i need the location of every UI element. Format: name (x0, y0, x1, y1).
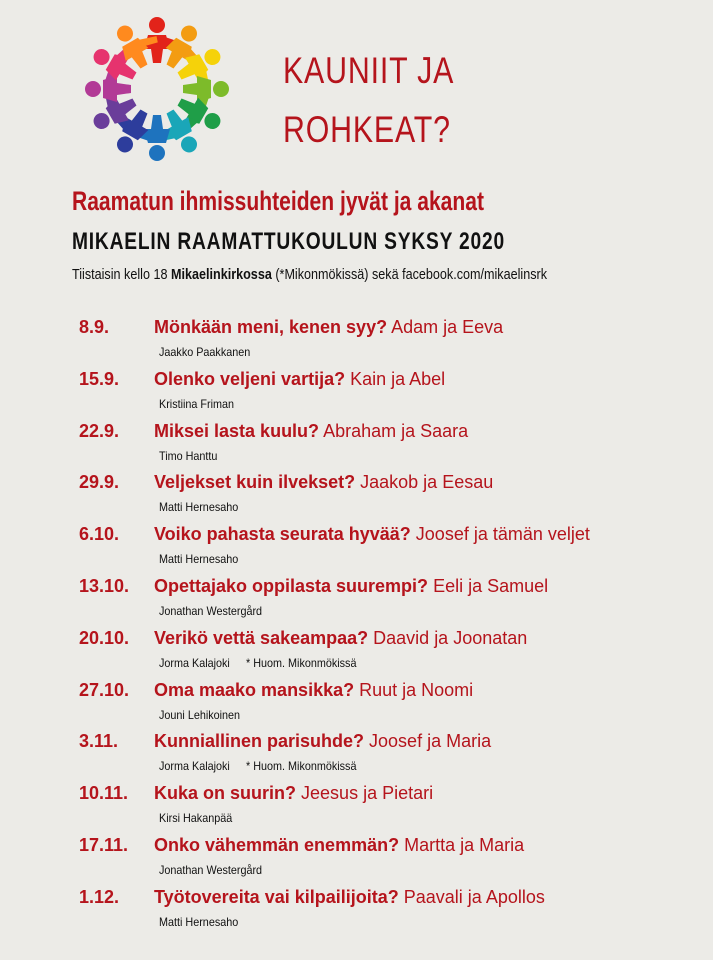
session-question: Mönkään meni, kenen syy? (154, 317, 388, 337)
session-topic (154, 835, 524, 856)
session-date: 8.9. (79, 317, 110, 337)
title-line-2: ROHKEAT? (283, 109, 451, 150)
people-circle-icon (82, 14, 232, 164)
session-people: Jeesus ja Pietari (301, 783, 434, 804)
session-question: Kunniallinen parisuhde? (154, 731, 365, 752)
session-people: Adam ja Eeva (391, 317, 504, 337)
session-speaker: Matti Hernesaho (159, 914, 239, 929)
schedule-row (0, 835, 713, 887)
session-speaker-line (159, 759, 356, 773)
schedule-row (0, 524, 713, 576)
schedule-row (0, 887, 713, 939)
session-topic (154, 369, 445, 390)
session-speaker-line (159, 708, 256, 722)
session-topic (154, 628, 527, 649)
info-suffix: (*Mikonmökissä) sekä facebook.com/mikaelinsrk (271, 266, 548, 283)
session-speaker-line (159, 863, 278, 877)
session-question: Verikö vettä sakeampaa? (154, 627, 369, 648)
session-speaker: Jonathan Westergård (159, 863, 263, 877)
session-people: Ruut ja Noomi (359, 679, 474, 700)
session-speaker-line (159, 656, 356, 670)
session-speaker: Jaakko Paakkanen (159, 345, 251, 359)
schedule-row (0, 576, 713, 628)
session-speaker: Jonathan Westergård (159, 604, 263, 618)
session-speaker-line (159, 500, 254, 514)
session-topic (154, 421, 468, 442)
session-speaker: Kirsi Hakanpää (159, 811, 233, 826)
info-line (72, 266, 547, 283)
session-date: 13.10. (79, 576, 130, 596)
session-speaker-line (159, 345, 266, 359)
session-date: 6.10. (79, 524, 120, 545)
page-heading: MIKAELIN RAAMATTUKOULUN SYKSY 2020 (72, 228, 505, 255)
session-people: Joosef ja Maria (369, 731, 492, 752)
session-people: Jaakob ja Eesau (360, 472, 494, 493)
session-question: Oma maako mansikka? (154, 679, 355, 700)
session-question: Veljekset kuin ilvekset? (154, 472, 356, 493)
session-speaker-line (159, 604, 278, 618)
session-topic (154, 576, 548, 597)
session-date: 20.10. (79, 627, 130, 648)
session-topic (154, 524, 590, 545)
session-note: * Huom. Mikonmökissä (246, 759, 357, 774)
session-date: 3.11. (79, 731, 119, 752)
session-topic (154, 887, 545, 908)
session-question: Miksei lasta kuulu? (154, 420, 320, 441)
session-topic (154, 731, 491, 752)
session-date: 1.12. (79, 886, 120, 907)
session-people: Eeli ja Samuel (433, 576, 549, 596)
session-speaker: Jorma Kalajoki (159, 759, 230, 774)
session-speaker: Matti Hernesaho (159, 552, 239, 567)
session-people: Kain ja Abel (350, 368, 446, 389)
session-date: 15.9. (79, 368, 120, 389)
session-topic (154, 472, 493, 493)
session-question: Opettajako oppilasta suurempi? (154, 576, 429, 596)
session-speaker-line (159, 397, 250, 411)
schedule-row (0, 421, 713, 473)
session-speaker: Kristiina Friman (159, 396, 235, 411)
session-speaker: Matti Hernesaho (159, 500, 239, 515)
session-question: Onko vähemmän enemmän? (154, 835, 400, 855)
schedule-row (0, 731, 713, 783)
session-speaker: Jouni Lehikoinen (159, 707, 241, 722)
schedule-row (0, 628, 713, 680)
session-date: 22.9. (79, 420, 120, 441)
schedule-row (0, 369, 713, 421)
session-topic (154, 317, 503, 338)
session-speaker-line (159, 552, 254, 566)
session-people: Joosef ja tämän veljet (415, 524, 590, 545)
session-people: Paavali ja Apollos (403, 886, 545, 907)
session-topic (154, 680, 473, 701)
session-date: 29.9. (79, 472, 120, 493)
session-speaker: Timo Hanttu (159, 448, 218, 463)
schedule-row (0, 317, 713, 369)
session-people: Martta ja Maria (404, 835, 525, 855)
session-note: * Huom. Mikonmökissä (246, 655, 357, 670)
session-people: Daavid ja Joonatan (373, 627, 528, 648)
session-question: Voiko pahasta seurata hyvää? (154, 524, 411, 545)
session-date: 17.11. (79, 835, 129, 855)
info-place: Mikaelinkirkossa (170, 266, 272, 283)
session-question: Olenko veljeni vartija? (154, 368, 346, 389)
title-line-1: KAUNIIT JA (283, 50, 455, 91)
session-date: 10.11. (79, 783, 129, 804)
schedule-row (0, 472, 713, 524)
session-question: Kuka on suurin? (154, 783, 297, 804)
session-topic (154, 783, 433, 804)
session-people: Abraham ja Saara (323, 420, 469, 441)
info-prefix: Tiistaisin kello 18 (72, 266, 171, 283)
session-speaker-line (159, 915, 254, 929)
schedule-row (0, 680, 713, 732)
session-speaker-line (159, 449, 234, 463)
subtitle: Raamatun ihmissuhteiden jyvät ja akanat (72, 186, 484, 216)
session-date: 27.10. (79, 679, 130, 700)
session-speaker-line (159, 811, 248, 825)
schedule-row (0, 783, 713, 835)
session-speaker: Jorma Kalajoki (159, 655, 230, 670)
session-question: Työtovereita vai kilpailijoita? (154, 886, 399, 907)
